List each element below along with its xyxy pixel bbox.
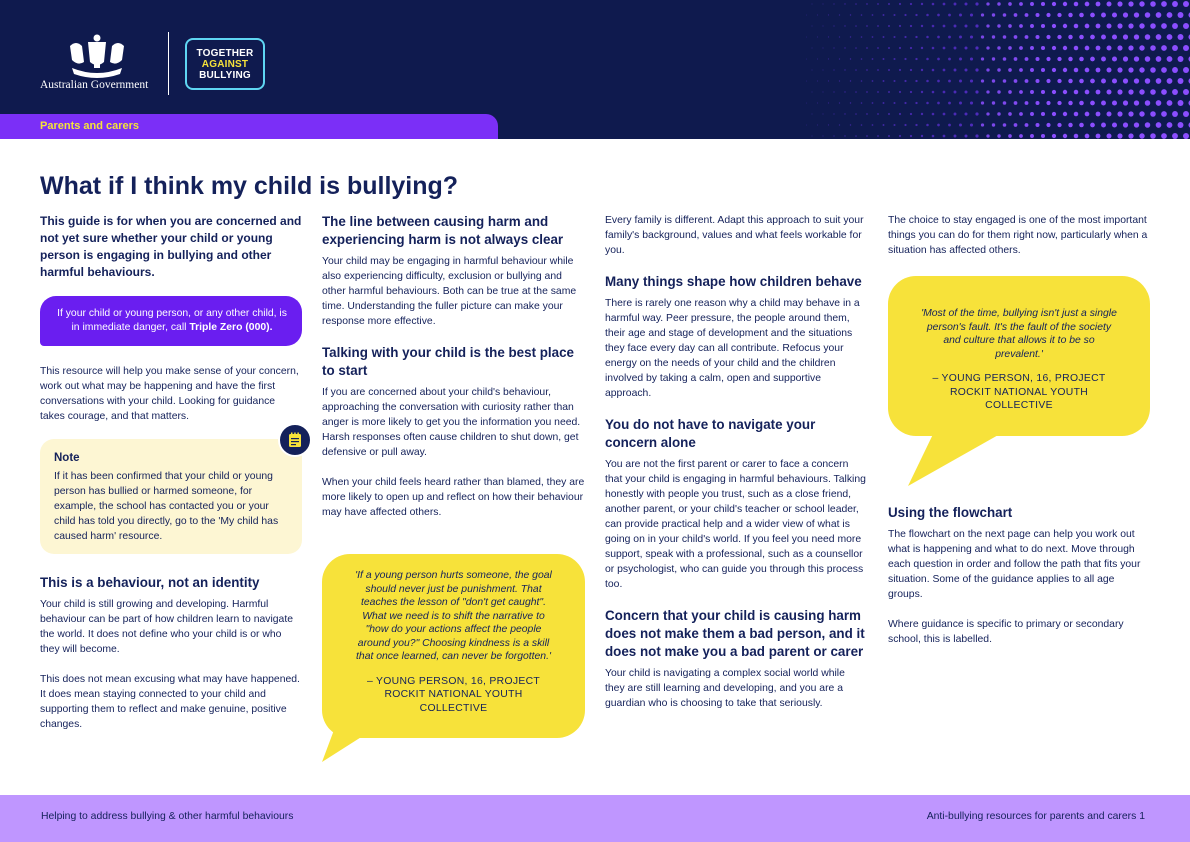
crest-icon bbox=[66, 32, 128, 78]
logo-line-3: BULLYING bbox=[199, 70, 251, 81]
alone-paragraph: You are not the first parent or carer to face a concern that your child is engaging in harmful behaviours. Talking honestly with people you trust, such as a close friend, another parent, or your child's teacher or school leader, can provide practical help and a wider view of what is going on in your child's world. If you feel you need more support, speak with a professional, such as a counsellor or psychologist, who can guide you through this process too. bbox=[605, 459, 866, 590]
emergency-text: If your child or young person, or any other child, is in immediate danger, call bbox=[57, 308, 287, 333]
note-box bbox=[40, 439, 302, 554]
note-title: Note bbox=[54, 452, 80, 464]
note-text: If it has been confirmed that your child or young person has bullied or harmed someone, for example, the school has contacted you or your child has told you directly, go to the 'My child has caused harm' resource. bbox=[54, 471, 279, 542]
column-1 bbox=[40, 213, 302, 747]
flowchart-paragraph-1: The flowchart on the next page can help you work out what is happening and what to do next. Move through each question in order and follow the path that fits your situation. Some of the guidance applies to all age groups. bbox=[888, 529, 1141, 600]
logo-divider bbox=[168, 32, 169, 95]
flowchart-paragraph-2: Where guidance is specific to primary or secondary school, this is labelled. bbox=[888, 619, 1124, 645]
quote-text-1: 'If a young person hurts someone, the goal should never just be punishment. That teaches the lesson of "don't get caught". What we need is to shift the narrative to "how do your actions affect the people around you?" Choosing kindness is a skill that once learned, can never be forgotten.' bbox=[355, 570, 552, 662]
heading-flowchart: Using the flowchart bbox=[888, 505, 1013, 520]
together-against-bullying-logo bbox=[185, 38, 265, 90]
logo-line-1: TOGETHER bbox=[196, 48, 254, 59]
identity-paragraph-1: Your child is still growing and developing. Harmful behaviour can be part of how children learn to navigate the world. It does not define who your child is or who they will become. bbox=[40, 599, 294, 655]
identity-paragraph-2: This does not mean excusing what may have happened. It does mean staying connected to your child and supporting them to reflect and make genuine, positive changes. bbox=[40, 674, 300, 730]
quote-bubble-1 bbox=[322, 554, 585, 738]
quote-attribution-1: – YOUNG PERSON, 16, PROJECT ROCKIT NATIONAL YOUTH COLLECTIVE bbox=[366, 675, 541, 714]
heading-not-bad-person: Concern that your child is causing harm does not make them a bad person, and it does not make you a bad parent or carer bbox=[605, 608, 865, 659]
speech-tail-1 bbox=[322, 730, 372, 764]
talking-paragraph-1: If you are concerned about your child's behaviour, approaching the conversation with curiosity rather than anger is more likely to get you the information you need. Harsh responses often cause children to shut down, get defensive or pull away. bbox=[322, 387, 581, 458]
footer-right-text: Anti-bullying resources for parents and carers 1 bbox=[926, 811, 1145, 822]
footer-left-text: Helping to address bullying & other harmful behaviours bbox=[41, 811, 294, 822]
heading-not-alone: You do not have to navigate your concern alone bbox=[605, 417, 816, 450]
heading-shape-behaviour: Many things shape how children behave bbox=[605, 274, 862, 289]
heading-talking: Talking with your child is the best place to start bbox=[322, 345, 574, 378]
government-name: Australian Government bbox=[40, 79, 149, 91]
line-paragraph: Your child may be engaging in harmful behaviour while also experiencing difficulty, exclusion or bullying and other harmful behaviours. Both can be true at the same time. Understanding the fuller picture can make your response more effective. bbox=[322, 256, 577, 327]
talking-paragraph-2: When your child feels heard rather than blamed, they are more likely to open up and reflect on how their behaviour may have affected others. bbox=[322, 477, 585, 518]
emergency-number: Triple Zero (000). bbox=[189, 322, 273, 333]
page-header bbox=[0, 0, 1190, 139]
column-3 bbox=[605, 213, 867, 726]
engaged-paragraph: The choice to stay engaged is one of the most important things you can do for them right now, particularly when a situation has affected others. bbox=[888, 215, 1148, 256]
speech-tail-2 bbox=[906, 428, 1002, 488]
column-4-lower bbox=[888, 504, 1150, 662]
quote-attribution-2: – YOUNG PERSON, 16, PROJECT ROCKIT NATIONAL YOUTH COLLECTIVE bbox=[932, 373, 1106, 411]
page-title: What if I think my child is bullying? bbox=[40, 172, 459, 200]
shape-paragraph: There is rarely one reason why a child may behave in a harmful way. Peer pressure, the people around them, their age and stage of development and the situations they face every day can all contribute. Refocus your energy on the needs of your child and the children involved by taking a calm, open and supportive approach. bbox=[605, 298, 860, 399]
notepad-icon bbox=[278, 423, 312, 457]
heading-behaviour-identity: This is a behaviour, not an identity bbox=[40, 575, 260, 590]
dot-pattern-decoration bbox=[720, 0, 1190, 139]
quote-text-2: 'Most of the time, bullying isn't just a single person's fault. It's the fault of the society and culture that allows it to be so prevalent.' bbox=[921, 308, 1117, 360]
section-label: Parents and carers bbox=[40, 120, 140, 132]
bad-paragraph: Your child is navigating a complex social world while they are still learning and developing, and you are a guardian who is choosing to take that seriously. bbox=[605, 668, 845, 709]
page-footer bbox=[0, 795, 1190, 842]
heading-line-between: The line between causing harm and experiencing harm is not always clear bbox=[322, 214, 564, 247]
section-tab bbox=[0, 114, 498, 139]
intro-text: This guide is for when you are concerned and not yet sure whether your child or young person is engaging in bullying and other harmful behaviours. bbox=[40, 214, 302, 279]
resource-paragraph: This resource will help you make sense of your concern, work out what may be happening and have the first conversations with your child. Looking for guidance takes courage, and that matters. bbox=[40, 366, 299, 422]
column-2 bbox=[322, 213, 585, 535]
family-paragraph: Every family is different. Adapt this approach to suit your family's background, values and what feels workable for you. bbox=[605, 215, 864, 256]
quote-bubble-2 bbox=[888, 276, 1150, 436]
emergency-callout bbox=[40, 296, 302, 346]
column-4 bbox=[888, 213, 1150, 273]
logo-line-2: AGAINST bbox=[201, 59, 249, 70]
